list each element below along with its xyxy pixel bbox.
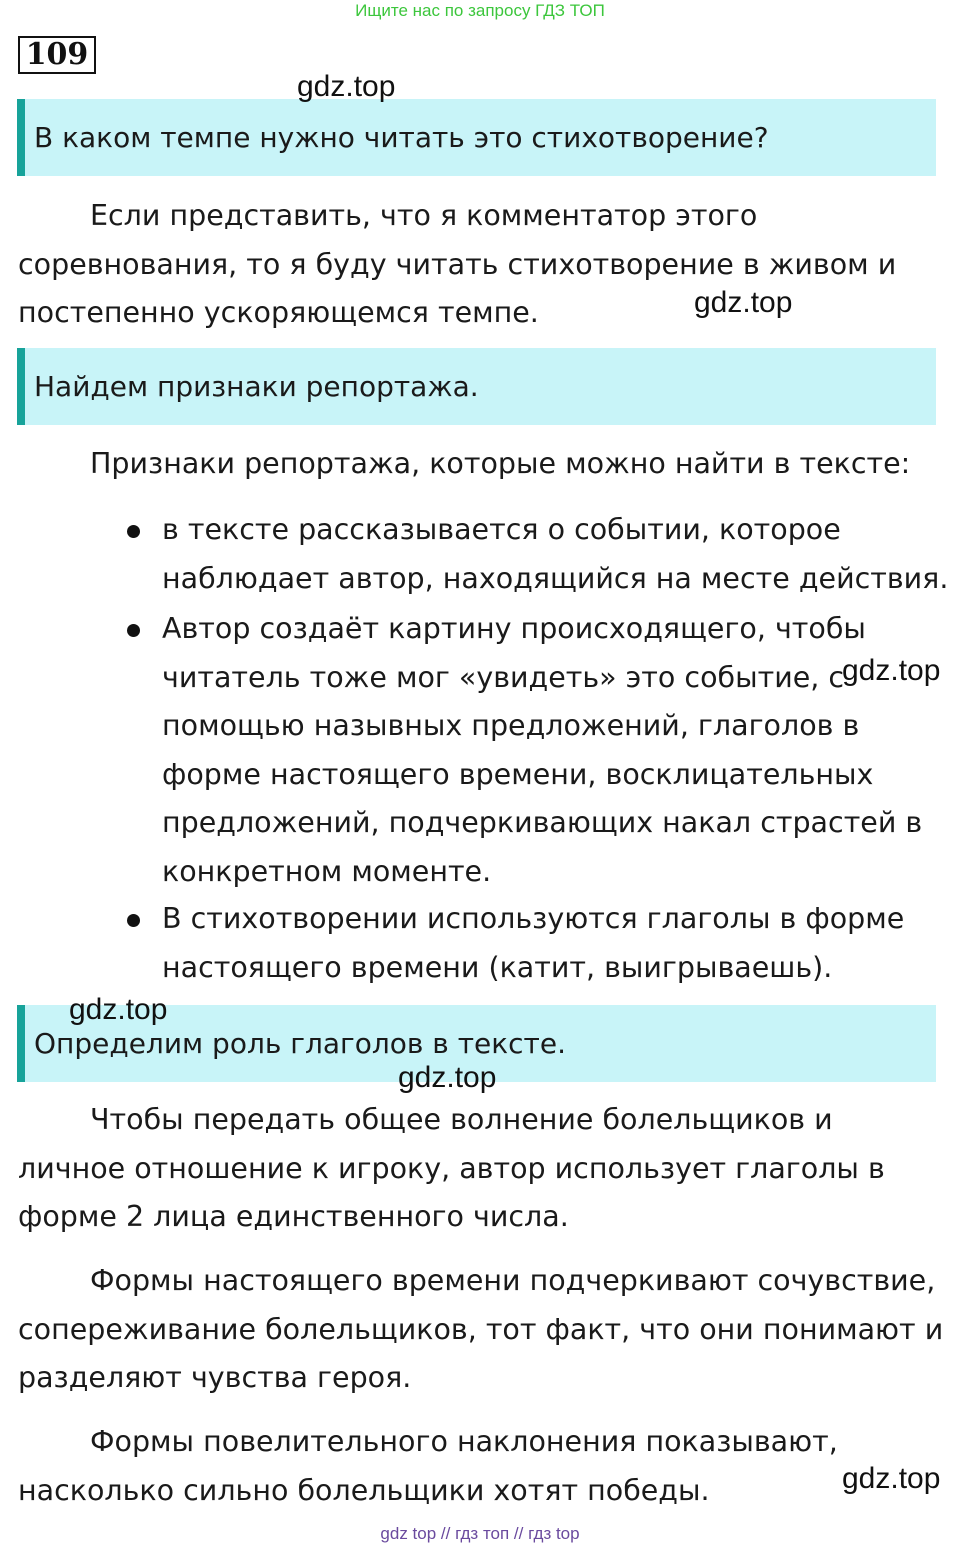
list-item-line: настоящего времени (катит, выигрываешь). [162, 950, 833, 984]
paragraph-verbs-person [18, 1096, 953, 1242]
section-heading-verbs: Определим роль глаголов в тексте. [17, 1005, 936, 1082]
exercise-number: 109 [18, 36, 96, 74]
list-item-line: читатель тоже мог «увидеть» это событие, с [162, 660, 845, 694]
footer: gdz top // гдз топ // гдз top [380, 1524, 580, 1543]
paragraph-line: Чтобы передать общее волнение болельщиков и [90, 1103, 833, 1136]
paragraph-imperative [18, 1418, 953, 1515]
list-item-line: В стихотворении используются глаголы в форме [162, 902, 905, 935]
list-item [162, 506, 952, 603]
list-item-line: наблюдает автор, находящийся на месте действия. [162, 561, 949, 595]
watermark: gdz.top [398, 1061, 497, 1094]
list-item-line: форме настоящего времени, восклицательных [162, 757, 874, 791]
section-heading-tempo: В каком темпе нужно читать это стихотворение? [17, 99, 936, 176]
bullet-icon [127, 525, 140, 538]
list-item-line: конкретном моменте. [162, 854, 492, 888]
paragraph-line: Если представить, что я комментатор этого [90, 199, 758, 232]
watermark: gdz.top [297, 70, 396, 103]
list-item-line: помощью назывных предложений, глаголов в [162, 709, 860, 742]
list-item-line: Автор создаёт картину происходящего, чтобы [162, 612, 866, 645]
paragraph-line: Формы настоящего времени подчеркивают сочувствие, [90, 1264, 936, 1297]
paragraph-tempo [18, 192, 953, 338]
watermark: gdz.top [842, 654, 941, 687]
watermark: gdz.top [69, 993, 168, 1026]
paragraph-line: разделяют чувства героя. [18, 1361, 412, 1394]
list-item [162, 895, 952, 992]
paragraph-line: соревнования, то я буду читать стихотворение в живом и [18, 247, 897, 281]
list-item-line: предложений, подчеркивающих накал страстей в [162, 806, 923, 839]
paragraph-line: насколько сильно болельщики хотят победы. [18, 1473, 710, 1507]
paragraph-line: Формы повелительного наклонения показывают, [90, 1425, 838, 1458]
paragraph-present-tense [18, 1257, 953, 1403]
bullets-intro: Признаки репортажа, которые можно найти в тексте: [90, 447, 911, 480]
watermark: gdz.top [694, 286, 793, 319]
paragraph-line: форме 2 лица единственного числа. [18, 1200, 569, 1233]
section-heading-report: Найдем признаки репортажа. [17, 348, 936, 425]
bullet-icon [127, 914, 140, 927]
bullet-icon [127, 624, 140, 637]
top-banner: Ищите нас по запросу ГДЗ ТОП [355, 1, 605, 20]
list-item-line: в тексте рассказывается о событии, которое [162, 513, 841, 546]
list-item [162, 605, 952, 896]
watermark: gdz.top [842, 1462, 941, 1495]
paragraph-line: личное отношение к игроку, автор использует глаголы в [18, 1151, 885, 1185]
paragraph-line: сопереживание болельщиков, тот факт, что они понимают и [18, 1312, 944, 1346]
paragraph-line: постепенно ускоряющемся темпе. [18, 296, 539, 329]
